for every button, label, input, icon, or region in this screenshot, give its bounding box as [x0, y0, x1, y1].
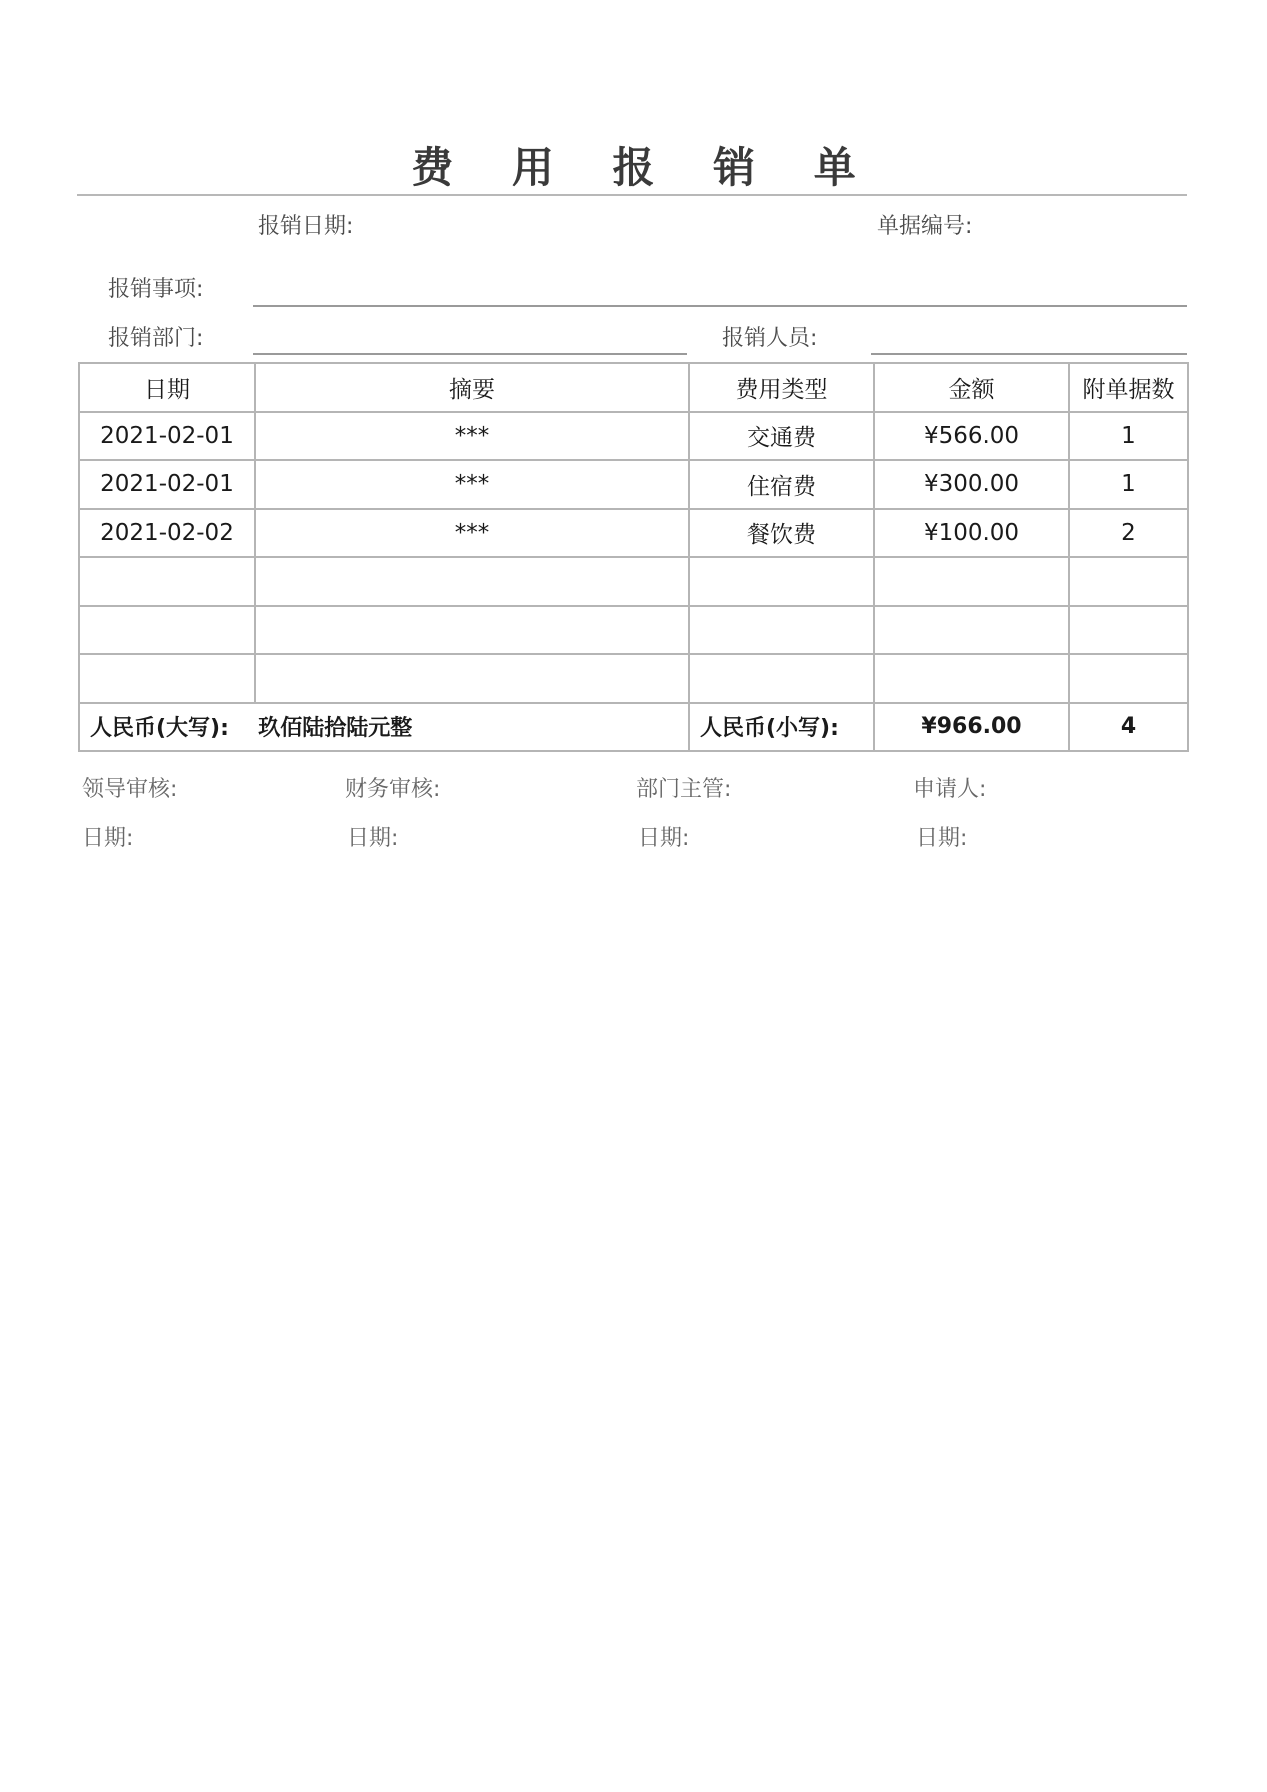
cell-amount: ¥566.00: [874, 412, 1069, 461]
cell-attachments: 1: [1069, 460, 1188, 509]
cell-summary[interactable]: [255, 606, 689, 655]
column-header-amount: 金额: [874, 363, 1069, 412]
page-title: 费 用 报 销 单: [411, 143, 878, 192]
applicant-date-label: 日期:: [916, 826, 968, 851]
attachments-total: 4: [1069, 703, 1188, 752]
reimburse-matter-field[interactable]: [253, 305, 1187, 307]
table-row-empty: [79, 557, 1188, 606]
cell-expense-type[interactable]: [689, 606, 874, 655]
table-row-empty: [79, 606, 1188, 655]
reimburse-dept-label: 报销部门:: [108, 326, 204, 351]
cell-date: 2021-02-01: [79, 412, 255, 461]
total-upper-cell: [79, 703, 689, 752]
cell-amount: ¥100.00: [874, 509, 1069, 558]
table-total-row: [79, 703, 1188, 752]
cell-amount[interactable]: [874, 557, 1069, 606]
cell-expense-type[interactable]: [689, 557, 874, 606]
applicant-label: 申请人:: [913, 777, 987, 802]
cell-attachments[interactable]: [1069, 557, 1188, 606]
cell-expense-type[interactable]: [689, 654, 874, 703]
title-divider: [77, 194, 1187, 196]
column-header-summary: 摘要: [255, 363, 689, 412]
expense-table: [78, 362, 1189, 752]
cell-amount[interactable]: [874, 606, 1069, 655]
cell-date: 2021-02-01: [79, 460, 255, 509]
rmb-lower-value: ¥966.00: [874, 703, 1069, 752]
rmb-upper-label: 人民币(大写):: [90, 716, 229, 742]
reimburse-person-label: 报销人员:: [722, 326, 818, 351]
cell-attachments: 2: [1069, 509, 1188, 558]
cell-expense-type: 住宿费: [689, 460, 874, 509]
dept-head-label: 部门主管:: [636, 777, 732, 802]
cell-expense-type: 交通费: [689, 412, 874, 461]
cell-attachments[interactable]: [1069, 654, 1188, 703]
cell-attachments: 1: [1069, 412, 1188, 461]
table-header-row: [79, 363, 1188, 412]
rmb-lower-label: 人民币(小写):: [689, 703, 874, 752]
reimburse-matter-label: 报销事项:: [108, 277, 204, 302]
table-row: [79, 509, 1188, 558]
table-row-empty: [79, 654, 1188, 703]
table-row: [79, 412, 1188, 461]
cell-date: 2021-02-02: [79, 509, 255, 558]
reimburse-dept-field[interactable]: [253, 353, 687, 355]
reimburse-person-field[interactable]: [871, 353, 1187, 355]
cell-summary: ***: [255, 412, 689, 461]
cell-attachments[interactable]: [1069, 606, 1188, 655]
doc-number-label: 单据编号:: [877, 214, 973, 239]
cell-summary: ***: [255, 509, 689, 558]
rmb-upper-value: 玖佰陆拾陆元整: [258, 716, 413, 742]
cell-summary[interactable]: [255, 654, 689, 703]
column-header-attachments: 附单据数: [1069, 363, 1188, 412]
column-header-date: 日期: [79, 363, 255, 412]
cell-amount: ¥300.00: [874, 460, 1069, 509]
leader-date-label: 日期:: [82, 826, 134, 851]
column-header-expense-type: 费用类型: [689, 363, 874, 412]
cell-summary[interactable]: [255, 557, 689, 606]
dept-head-date-label: 日期:: [638, 826, 690, 851]
cell-date[interactable]: [79, 557, 255, 606]
leader-review-label: 领导审核:: [82, 777, 178, 802]
cell-date[interactable]: [79, 654, 255, 703]
finance-review-label: 财务审核:: [345, 777, 441, 802]
cell-date[interactable]: [79, 606, 255, 655]
cell-amount[interactable]: [874, 654, 1069, 703]
cell-expense-type: 餐饮费: [689, 509, 874, 558]
cell-summary: ***: [255, 460, 689, 509]
reimburse-date-label: 报销日期:: [258, 214, 354, 239]
table-row: [79, 460, 1188, 509]
finance-date-label: 日期:: [347, 826, 399, 851]
